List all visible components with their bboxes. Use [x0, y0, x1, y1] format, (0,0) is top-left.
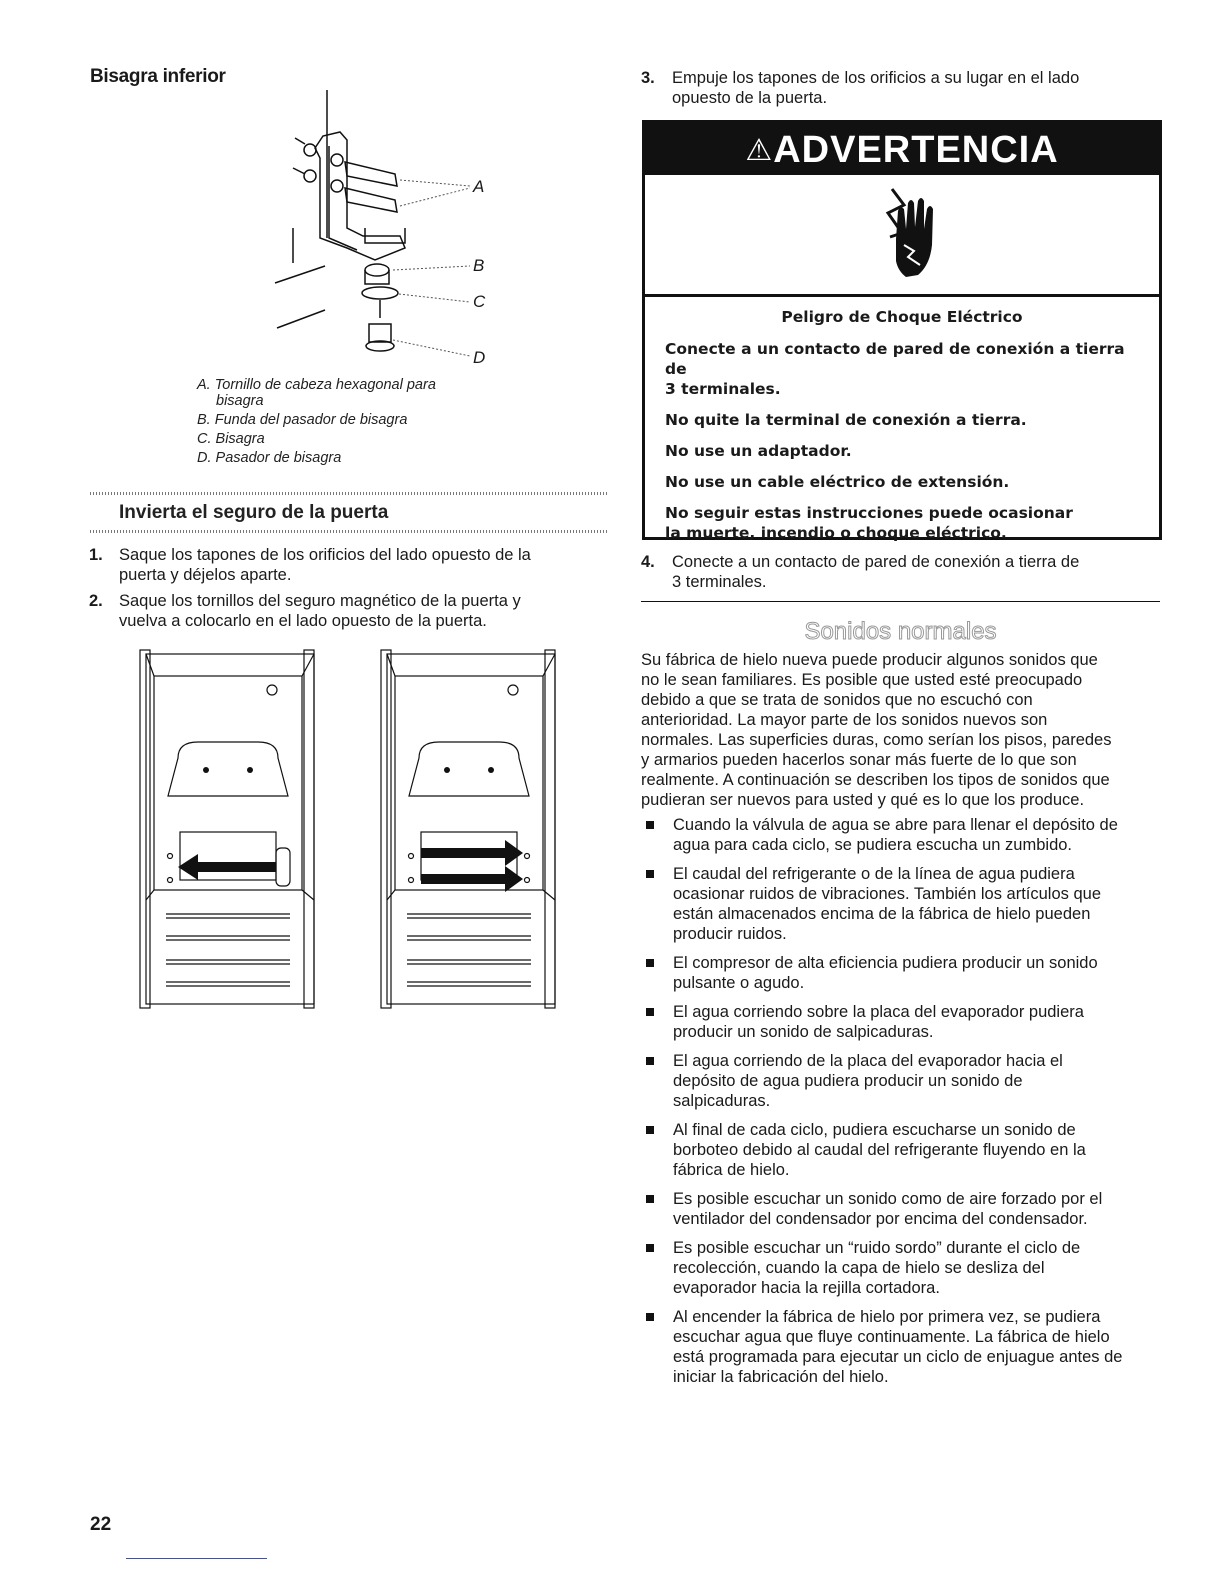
caption-d: D. Pasador de bisagra [197, 450, 342, 466]
warning-header [645, 123, 1159, 175]
hinge-captions [197, 376, 436, 468]
door-lock-section-title: Invierta el seguro de la puerta [119, 502, 389, 523]
warning-line-3: No quite la terminal de conexión a tierra. [665, 411, 1027, 429]
electric-shock-hand-icon [870, 185, 940, 285]
caption-b: B. Funda del pasador de bisagra [197, 412, 408, 428]
step-1: 1. Saque los tapones de los orificios del lado opuesto de la puerta y déjelos aparte. [89, 546, 531, 584]
list-item: El compresor de alta eficiencia pudiera producir un sonido pulsante o agudo. [643, 953, 1163, 993]
door-illustration-before [138, 648, 323, 1010]
caption-c: C. Bisagra [197, 431, 265, 447]
section-rule-top [90, 492, 608, 495]
warning-box [642, 120, 1162, 540]
warning-title: ADVERTENCIA [773, 129, 1059, 171]
sounds-intro: Su fábrica de hielo nueva puede producir algunos sonidos que no le sean familiares. Es posible que usted esté preocupado debido a que se trata de sonidos que no escuchó con anterioridad. La mayor parte de los sonidos nuevos son normales. Las superficies duras, como serían los pisos, paredes y armarios pueden hacerlos sonar más fuerte de lo que son realmente. A continuación se describen los tipos de sonidos que pudieran ser nuevos para usted y qué es lo que los produce. [641, 651, 1112, 809]
warning-text [645, 297, 1159, 543]
warning-line-2: 3 terminales. [665, 380, 781, 398]
sounds-list [643, 815, 1163, 1396]
sounds-divider [641, 601, 1160, 602]
section-rule-bottom [90, 530, 608, 533]
warning-line-5: No use un cable eléctrico de extensión. [665, 473, 1010, 491]
warning-line-6: No seguir estas instrucciones puede ocasionar [665, 504, 1073, 522]
warning-symbol-area [645, 175, 1159, 297]
list-item: Al final de cada ciclo, pudiera escucharse un sonido de borboteo debido al caudal del refrigerante fluyendo en la fábrica de hielo. [643, 1120, 1163, 1180]
list-item: Es posible escuchar un “ruido sordo” durante el ciclo de recolección, cuando la capa de hielo se desliza del evaporador hacia la rejilla cortadora. [643, 1238, 1163, 1298]
label-b: B [473, 256, 485, 275]
caption-a: A. Tornillo de cabeza hexagonal para [197, 377, 436, 393]
list-item: El agua corriendo de la placa del evaporador hacia el depósito de agua pudiera producir un sonido de salpicaduras. [643, 1051, 1163, 1111]
warning-line-7: la muerte, incendio o choque eléctrico. [665, 524, 1007, 542]
caption-a-cont: bisagra [216, 393, 264, 409]
door-illustration-after [379, 648, 564, 1010]
label-a: A [473, 177, 485, 196]
list-item: Es posible escuchar un sonido como de aire forzado por el ventilador del condensador por encima del condensador. [643, 1189, 1163, 1229]
step-4: 4. Conecte a un contacto de pared de conexión a tierra de 3 terminales. [641, 553, 1080, 591]
hinge-illustration [265, 88, 505, 378]
list-item: Cuando la válvula de agua se abre para llenar el depósito de agua para cada ciclo, se pudiera escucha un zumbido. [643, 815, 1163, 855]
sounds-section-title: Sonidos normales [804, 618, 997, 645]
hinge-section-title: Bisagra inferior [90, 66, 226, 87]
label-d: D [473, 348, 486, 367]
warning-subtitle: Peligro de Choque Eléctrico [781, 308, 1023, 326]
step-2: 2. Saque los tornillos del seguro magnético de la puerta y vuelva a colocarlo en el lado opuesto de la puerta. [89, 592, 521, 630]
step-3: 3. Empuje los tapones de los orificios a su lugar en el lado opuesto de la puerta. [641, 69, 1080, 107]
warning-line-4: No use un adaptador. [665, 442, 852, 460]
list-item: El caudal del refrigerante o de la línea de agua pudiera ocasionar ruidos de vibraciones. También los artículos que están almacenados encima de la fábrica de hielo pueden producir ruidos. [643, 864, 1163, 944]
warning-triangle-icon: ⚠ [745, 134, 774, 167]
page-number: 22 [90, 1514, 112, 1535]
warning-line-1: Conecte a un contacto de pared de conexión a tierra de [665, 340, 1125, 378]
footer-link-line [126, 1558, 267, 1559]
door-lock-steps [89, 545, 609, 637]
list-item: Al encender la fábrica de hielo por primera vez, se pudiera escuchar agua que fluye continuamente. La fábrica de hielo está programada para ejecutar un ciclo de enjuague antes de iniciar la fabricación del hielo. [643, 1307, 1163, 1387]
label-c: C [473, 292, 486, 311]
list-item: El agua corriendo sobre la placa del evaporador pudiera producir un sonido de salpicaduras. [643, 1002, 1163, 1042]
